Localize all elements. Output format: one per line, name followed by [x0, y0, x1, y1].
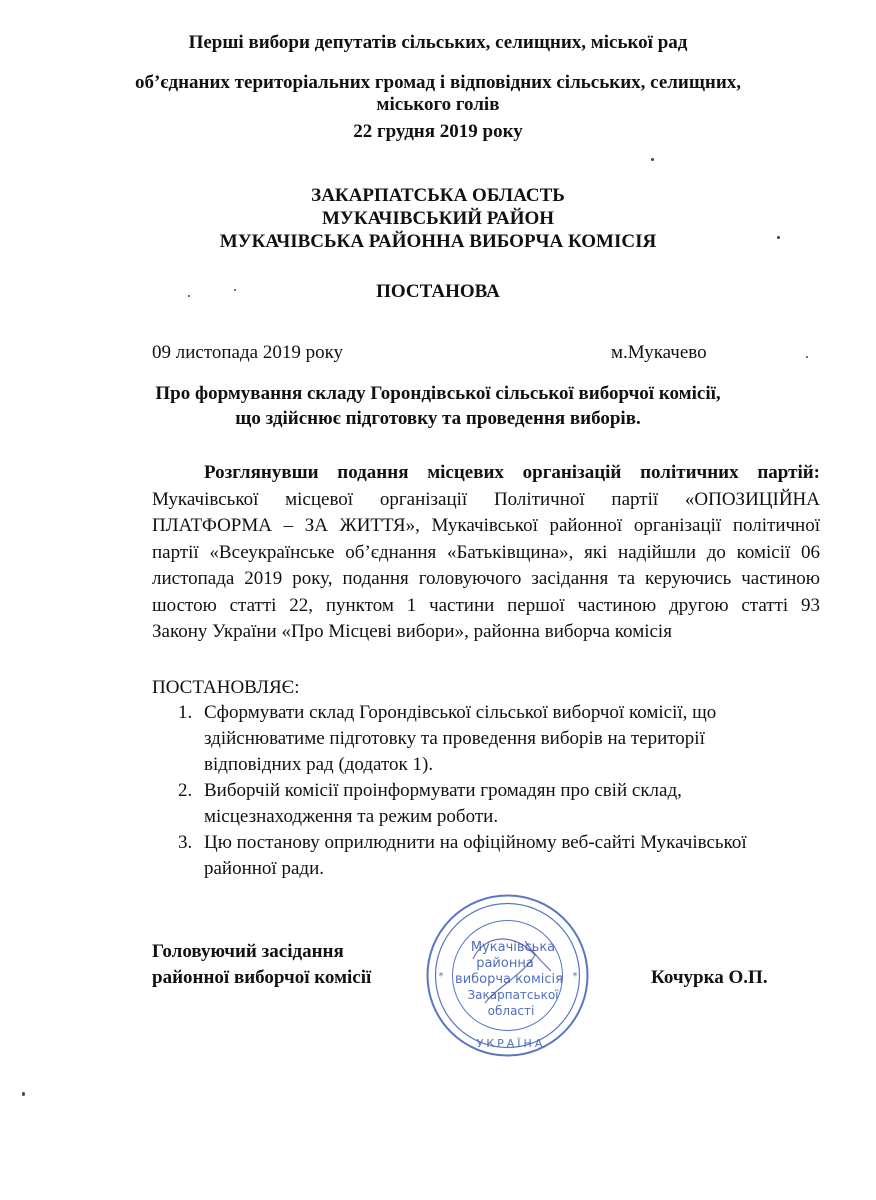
- list-item-line: Цю постанову оприлюднити на офіційному веб-сайті Мукачівської: [204, 832, 747, 853]
- resolves-heading: ПОСТАНОВЛЯЄ:: [152, 677, 300, 698]
- list-item-line: відповідних рад (додаток 1).: [204, 754, 434, 775]
- stamp-star-right: *: [572, 971, 578, 982]
- subject-line-1: Про формування складу Горондівської сільської виборчої комісії,: [155, 383, 721, 404]
- header-line-1: Перші вибори депутатів сільських, селищних, міської рад: [188, 32, 688, 53]
- subject-line-2: що здійснює підготовку та проведення виборів.: [235, 408, 641, 429]
- stamp-line-1: Мукачівська: [470, 940, 556, 955]
- stamp-star-left: *: [438, 971, 444, 982]
- stamp-line-4: Закарпатської: [467, 988, 559, 1002]
- header-line-2: об’єднаних територіальних громад і відповідних сільських, селищних,: [134, 72, 742, 93]
- body-line: ПЛАТФОРМА – ЗА ЖИТТЯ», Мукачівської районної організації політичної: [152, 515, 820, 536]
- body-line: шостою статті 22, пунктом 1 частини першої частиною другою статті 93: [152, 594, 820, 616]
- scan-speck: [188, 295, 190, 297]
- official-stamp: [425, 893, 590, 1058]
- signature-title-line-2: районної виборчої комісії: [152, 967, 372, 988]
- scan-speck: [651, 158, 654, 161]
- commission-name: МУКАЧІВСЬКА РАЙОННА ВИБОРЧА КОМІСІЯ: [219, 231, 657, 252]
- list-item-line: Виборчій комісії проінформувати громадян про свій склад,: [204, 780, 682, 801]
- list-item: [152, 700, 812, 778]
- body-paragraph: [152, 460, 820, 646]
- list-item-number: 1.: [178, 702, 193, 723]
- district-name: МУКАЧІВСЬКИЙ РАЙОН: [321, 208, 555, 229]
- body-line: Закону України «Про Місцеві вибори», районна виборча комісія: [152, 621, 672, 642]
- list-item-line: районної ради.: [204, 858, 324, 879]
- list-item-line: здійснюватиме підготовку та проведення виборів на території: [204, 728, 705, 749]
- stamp-line-5: області: [487, 1004, 535, 1018]
- list-item-line: Сформувати склад Горондівської сільської виборчої комісії, що: [204, 702, 717, 723]
- stamp-line-2: районна: [476, 956, 534, 971]
- document-city: м.Мукачево: [611, 342, 707, 363]
- document-date: 09 листопада 2019 року: [152, 342, 344, 363]
- body-line: листопада 2019 року, подання головуючого засідання та керуючись частиною: [152, 568, 820, 589]
- list-item-number: 2.: [178, 780, 193, 801]
- list-item: [152, 778, 812, 830]
- body-line: партії «Всеукраїнське об’єднання «Батьківщина», які надійшли до комісії 06: [152, 541, 820, 563]
- resolution-list: [152, 700, 812, 882]
- list-item: [152, 830, 812, 882]
- stamp-line-3: виборча комісія: [455, 972, 563, 987]
- scan-speck: [806, 356, 808, 358]
- document-type: ПОСТАНОВА: [376, 281, 500, 302]
- list-item-number: 3.: [178, 832, 193, 853]
- signatory-name: Кочурка О.П.: [651, 967, 768, 988]
- body-line: Мукачівської місцевої організації Політичної партії «ОПОЗИЦІЙНА: [152, 488, 820, 510]
- region-name: ЗАКАРПАТСЬКА ОБЛАСТЬ: [311, 185, 565, 206]
- header-election-date: 22 грудня 2019 року: [353, 121, 523, 142]
- signature-title-line-1: Головуючий засідання: [152, 941, 344, 962]
- header-line-3: міського голів: [376, 94, 500, 115]
- stamp-bottom-text: УКРАЇНА: [476, 1037, 546, 1050]
- scan-speck: [22, 1092, 25, 1096]
- scan-speck: [777, 236, 780, 239]
- list-item-line: місцезнаходження та режим роботи.: [204, 806, 499, 827]
- body-lead: Розглянувши подання місцевих організацій політичних партій:: [204, 462, 820, 483]
- scan-speck: [234, 289, 236, 291]
